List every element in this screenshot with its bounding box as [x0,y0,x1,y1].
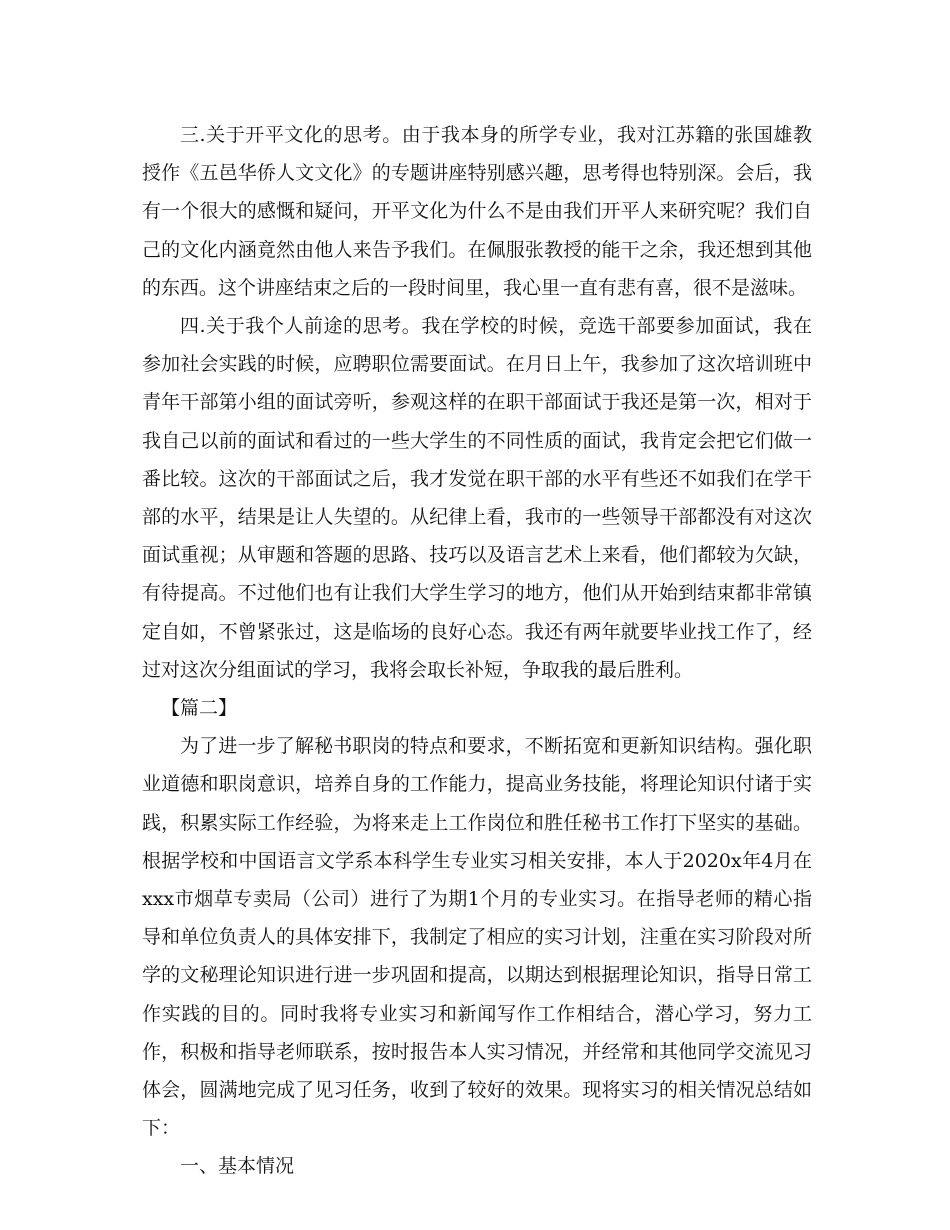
document-page [142,116,812,1186]
paragraph-internship-intro: 为了进一步了解秘书职岗的特点和要求，不断拓宽和更新知识结构。强化职业道德和职岗意识，培养自身的工作能力，提高业务技能，将理论知识付诸于实践，积累实际工作经验，为将来走上工作岗位和胜任秘书工作打下坚实的基础。根据学校和中国语言文学系本科学生专业实习相关安排，本人于2020x年4月在xxx市烟草专卖局（公司）进行了为期1个月的专业实习。在指导老师的精心指导和单位负责人的具体安排下，我制定了相应的实习计划，注重在实习阶段对所学的文秘理论知识进行进一步巩固和提高，以期达到根据理论知识，指导日常工作实践的目的。同时我将专业实习和新闻写作工作相结合，潜心学习，努力工作，积极和指导老师联系，按时报告本人实习情况，并经常和其他同学交流见习体会，圆满地完成了见习任务，收到了较好的效果。现将实习的相关情况总结如下： [142,735,812,1140]
paragraph-culture-reflection: 三.关于开平文化的思考。由于我本身的所学专业，我对江苏籍的张国雄教授作《五邑华侨人文文化》的专题讲座特别感兴趣，思考得也特别深。会后，我有一个很大的感慨和疑问，开平文化为什么不是由我们开平人来研究呢？我们自己的文化内涵竟然由他人来告予我们。在佩服张教授的能干之余，我还想到其他的东西。这个讲座结束之后的一段时间里，我心里一直有悲有喜，很不是滋味。 [142,124,812,299]
section-heading: 【篇二】 [161,697,238,720]
paragraph-career-reflection: 四.关于我个人前途的思考。我在学校的时候，竞选干部要参加面试，我在参加社会实践的时候，应聘职位需要面试。在月日上午，我参加了这次培训班中青年干部第小组的面试旁听，参观这样的在职干部面试于我还是第一次，相对于我自己以前的面试和看过的一些大学生的不同性质的面试，我肯定会把它们做一番比较。这次的干部面试之后，我才发觉在职干部的水平有些还不如我们在学干部的水平，结果是让人失望的。从纪律上看，我市的一些领导干部都没有对这次面试重视；从审题和答题的思路、技巧以及语言艺术上来看，他们都较为欠缺，有待提高。不过他们也有让我们大学生学习的地方，他们从开始到结束都非常镇定自如，不曾紧张过，这是临场的良好心态。我还有两年就要毕业找工作了，经过对这次分组面试的学习，我将会取长补短，争取我的最后胜利。 [142,315,812,681]
subheading-basic-situation: 一、基本情况 [180,1155,295,1178]
